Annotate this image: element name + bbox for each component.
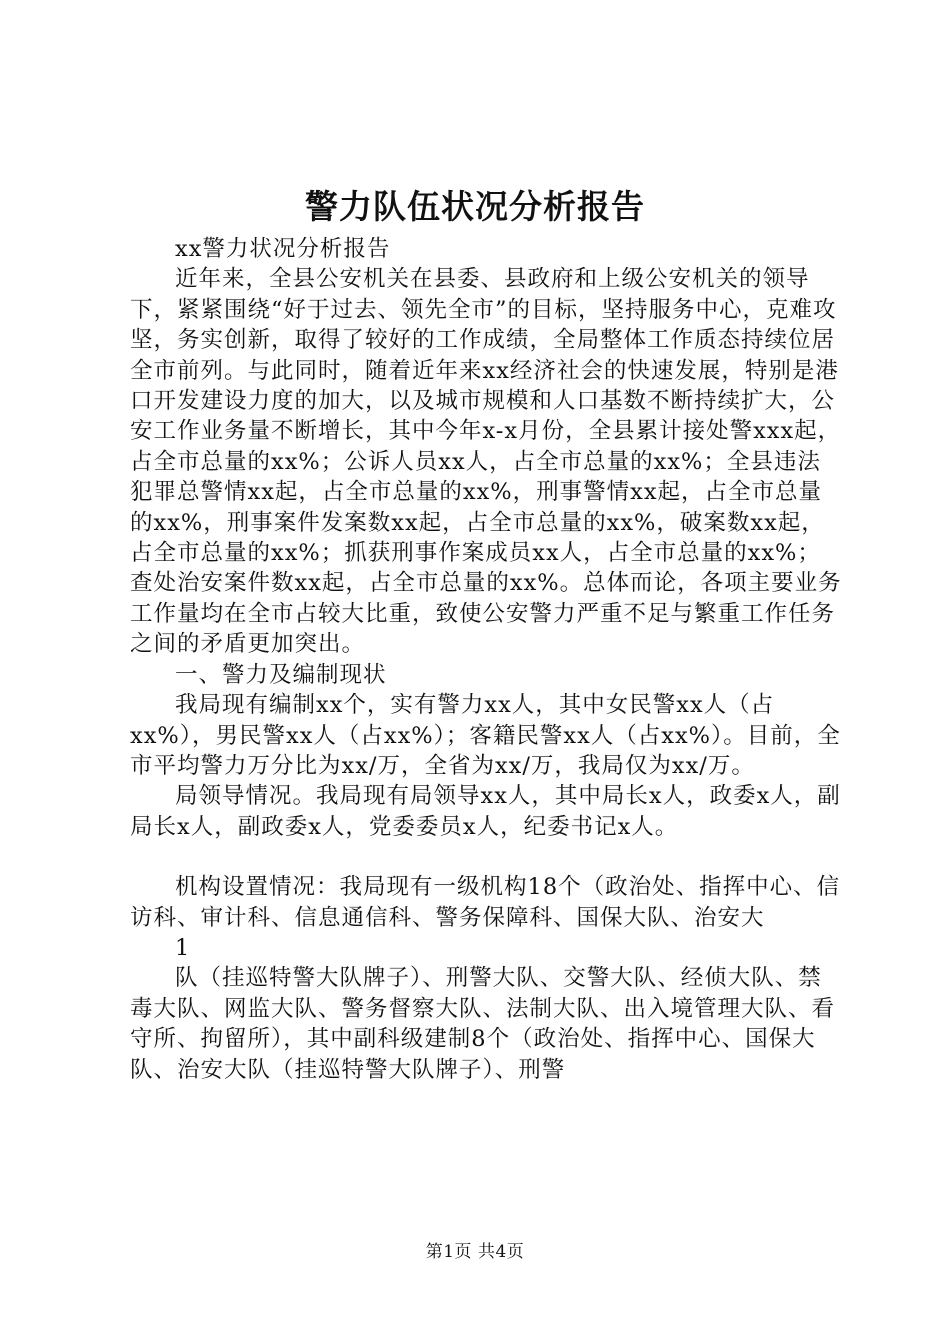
- subtitle-paragraph: xx警力状况分析报告: [175, 236, 391, 262]
- section-heading: 一、警力及编制现状: [175, 661, 387, 688]
- organization-continued-paragraph: 队（挂巡特警大队牌子）、刑警大队、交警大队、经侦大队、禁毒大队、网监大队、警务督察大队、法制大队、出入境管理大队、看守所、拘留所），其中副科级建制8个（政治处、指挥中心、国保大队、治安大队（挂巡特警大队牌子）、刑警: [130, 965, 836, 1083]
- leadership-paragraph: 局领导情况。我局现有局领导xx人，其中局长x人，政委x人，副局长x人，副政委x人，党委委员x人，纪委书记x人。: [130, 783, 841, 840]
- intro-paragraph: 近年来，全县公安机关在县委、县政府和上级公安机关的领导下，紧紧围绕“好于过去、领先全市”的目标，坚持服务中心，克难攻坚，务实创新，取得了较好的工作成绩，全局整体工作质态持续位居全市前列。与此同时，随着近年来xx经济社会的快速发展，特别是港口开发建设力度的加大，以及城市规模和人口基数不断持续扩大，公安工作业务量不断增长，其中今年x-x月份，全县累计接处警xxx起，占全市总量的xx%；公诉人员xx人，占全市总量的xx%；全县违法犯罪总警情xx起，占全市总量的xx%，刑事警情xx起，占全市总量的xx%，刑事案件发案数xx起，占全市总量的xx%，破案数xx起，占全市总量的xx%；抓获刑事作案成员xx人，占全市总量的xx%；查处治安案件数xx起，占全市总量的xx%。总体而论，各项主要业务工作量均在全市占较大比重，致使公安警力严重不足与繁重工作任务之间的矛盾更加突出。: [130, 266, 842, 658]
- document-title: 警力队伍状况分析报告: [305, 187, 645, 226]
- inline-page-number: 1: [175, 934, 191, 961]
- document-body: [130, 234, 842, 1085]
- staffing-paragraph: 我局现有编制xx个，实有警力xx人，其中女民警xx人（占xx%），男民警xx人（占xx%）；客籍民警xx人（占xx%）。目前，全市平均警力万分比为xx/万，全省为xx/万，我局仅为xx/万。: [130, 692, 841, 779]
- page-footer: 第1页 共4页: [425, 1242, 525, 1262]
- organization-paragraph: 机构设置情况：我局现有一级机构18个（政治处、指挥中心、信访科、审计科、信息通信科、警务保障科、国保大队、治安大: [130, 874, 841, 931]
